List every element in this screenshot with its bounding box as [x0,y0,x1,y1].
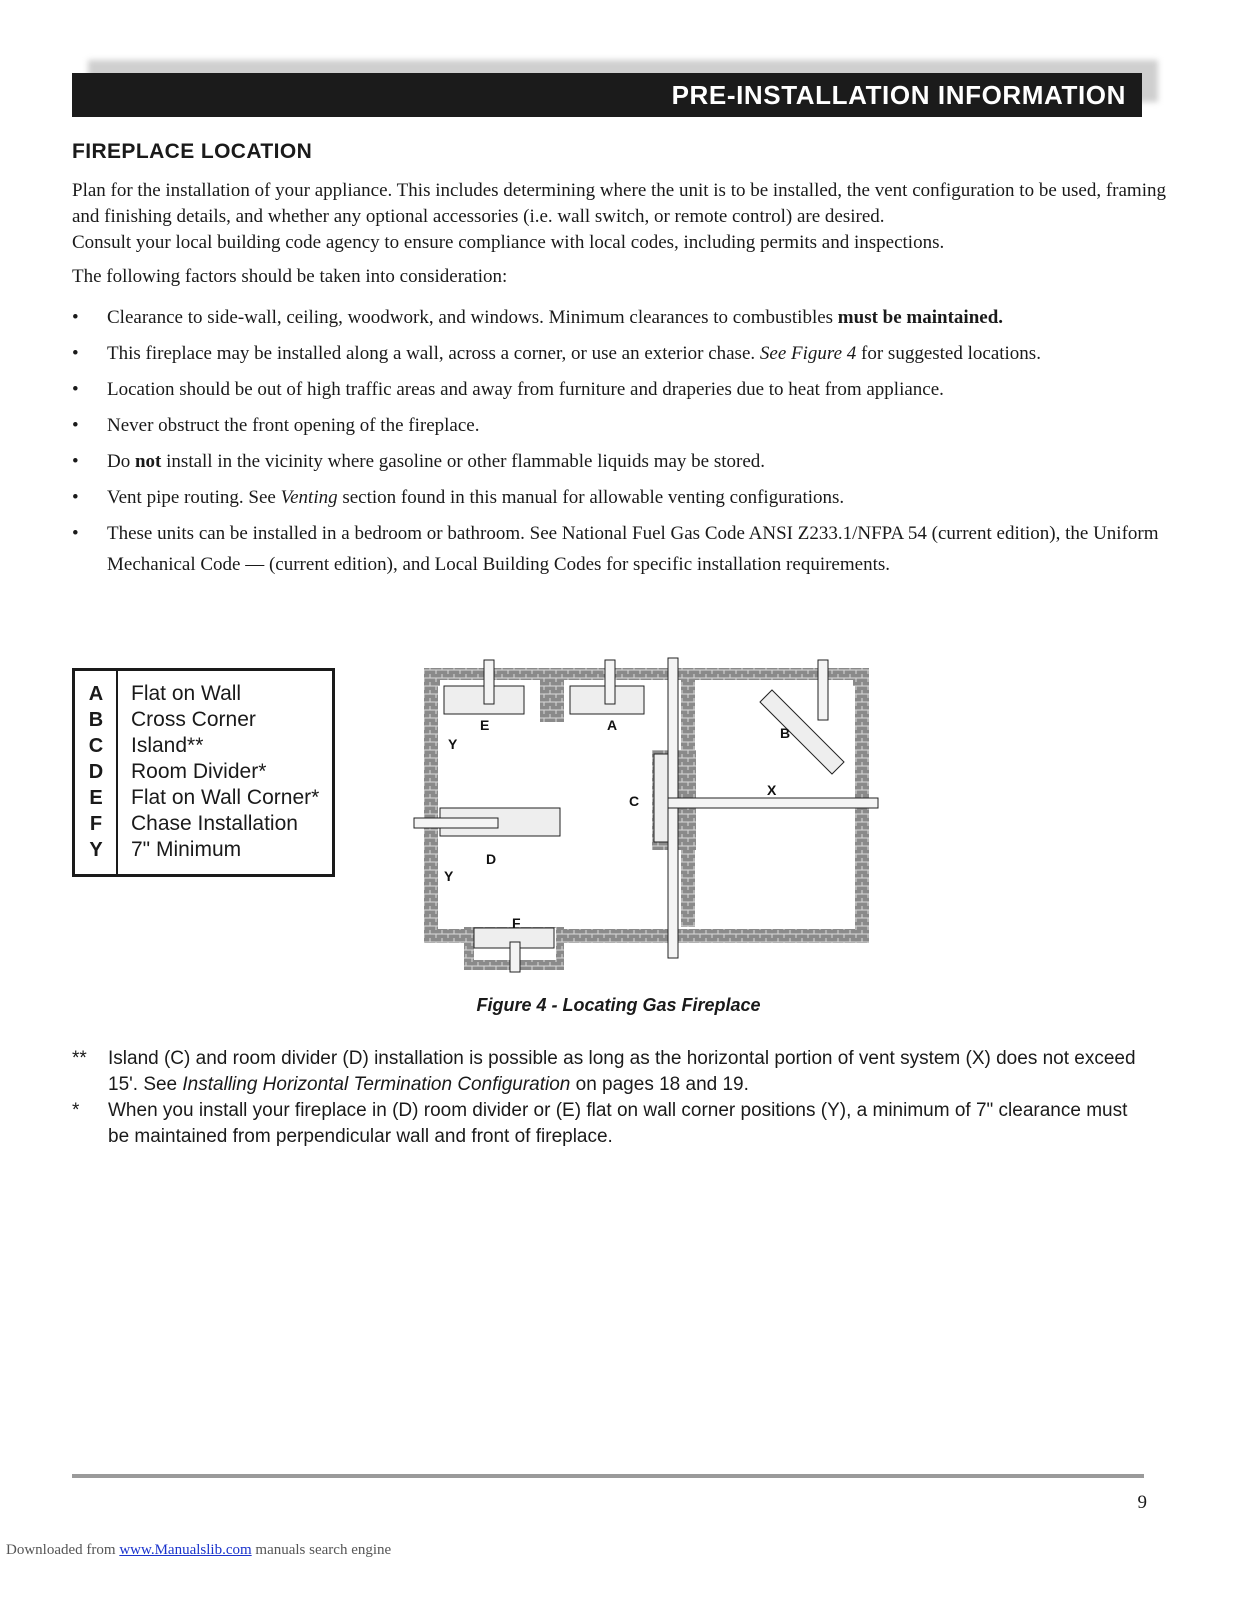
intro-paragraph [72,178,1182,256]
legend-row [75,811,332,837]
download-credit: Downloaded from www.Manualslib.com manuals search engine [6,1542,392,1558]
list-item: • This fireplace may be installed along a wall, across a corner, or use an exterior chase. See Figure 4 for suggested locations. [72,338,1202,369]
label-e: E [480,717,490,733]
legend-value: Island** [131,734,204,757]
legend-key: B [88,709,104,731]
label-c: C [629,793,640,809]
location-legend [72,668,335,877]
legend-row [75,681,332,707]
legend-row [75,785,332,811]
footnote-divider: * When you install your fireplace in (D) room divider or (E) flat on wall corner positions (Y), a minimum of 7" clearance must be maintained from perpendicular wall and front of fireplace. [72,1100,1128,1147]
footnote-island: ** Island (C) and room divider (D) installation is possible as long as the horizontal portion of vent system (X) does not exceed 15'. See Installing Horizontal Termination Configuration on pages 18 and 19. [72,1048,1136,1095]
legend-key: E [89,787,103,809]
list-item: • These units can be installed in a bedroom or bathroom. See National Fuel Gas Code ANSI Z233.1/NFPA 54 (current edition), the Uniform Mechanical Code — (current edition), and Local Building Codes for specific installation requirements. [72,518,1202,580]
legend-row [75,733,332,759]
factors-intro: The following factors should be taken into consideration: [72,266,508,287]
legend-value: Cross Corner [131,708,256,731]
bullet-icon: • [72,451,79,472]
header-bar [72,73,1142,117]
bullet-icon: • [72,307,79,328]
left-wall [424,668,438,943]
legend-key: F [89,813,103,835]
list-item: • Location should be out of high traffic areas and away from furniture and draperies due to heat from appliance. [72,374,1202,405]
vent-e [484,660,494,704]
bullet-icon: • [72,523,79,544]
label-y-bottom: Y [444,868,454,884]
label-d: D [486,851,497,867]
list-item: • Clearance to side-wall, ceiling, woodwork, and windows. Minimum clearances to combustibles must be maintained. [72,302,1202,333]
legend-value: Flat on Wall [131,682,242,705]
header-title: PRE-INSTALLATION INFORMATION [671,80,1126,110]
legend-key: Y [89,839,103,861]
footnote-mark: ** [72,1048,87,1069]
footnotes [72,1046,1152,1150]
legend-key: D [88,761,104,783]
manualslib-link[interactable]: www.Manualslib.com [119,1542,252,1558]
legend-value: Room Divider* [131,760,267,783]
legend-value: Chase Installation [131,812,298,835]
vent-b [818,660,828,720]
bullet-icon: • [72,415,79,436]
legend-value: Flat on Wall Corner* [131,786,320,809]
list-item: • Never obstruct the front opening of the fireplace. [72,410,1202,441]
footer-rule [72,1474,1144,1478]
wall-pillar [540,680,564,722]
footnote-mark: * [72,1100,80,1121]
vent-d [414,818,498,828]
label-b: B [780,725,791,741]
vent-f [510,942,520,972]
intro-line-1: Plan for the installation of your appliance. This includes determining where the unit is to be installed, the vent configuration to be used, framing and finishing details, and whether any optional accessories (i.e. wall switch, or remote control) are desired. [72,180,1166,227]
legend-row [75,759,332,785]
floor-plan-diagram [400,650,900,980]
fireplace-c [654,754,668,842]
vent-x-horizontal [668,798,878,808]
legend-row [75,837,332,863]
page-number: 9 [1137,1492,1147,1513]
list-item: • Vent pipe routing. See Venting section found in this manual for allowable venting configurations. [72,482,1202,513]
list-item: • Do not install in the vicinity where gasoline or other flammable liquids may be stored. [72,446,1202,477]
label-x: X [767,782,777,798]
label-y-top: Y [448,736,458,752]
legend-key: C [88,735,104,757]
bullet-icon: • [72,487,79,508]
bullet-icon: • [72,343,79,364]
section-title: FIREPLACE LOCATION [72,140,313,163]
intro-line-2: Consult your local building code agency to ensure compliance with local codes, including permits and inspections. [72,232,945,253]
legend-row [75,707,332,733]
factor-list [72,302,1202,585]
legend-value: 7" Minimum [131,838,242,861]
label-f: F [512,915,521,931]
vent-a [605,660,615,704]
figure-caption: Figure 4 - Locating Gas Fireplace [476,995,761,1015]
bullet-icon: • [72,379,79,400]
label-a: A [607,717,618,733]
legend-key: A [88,683,104,705]
